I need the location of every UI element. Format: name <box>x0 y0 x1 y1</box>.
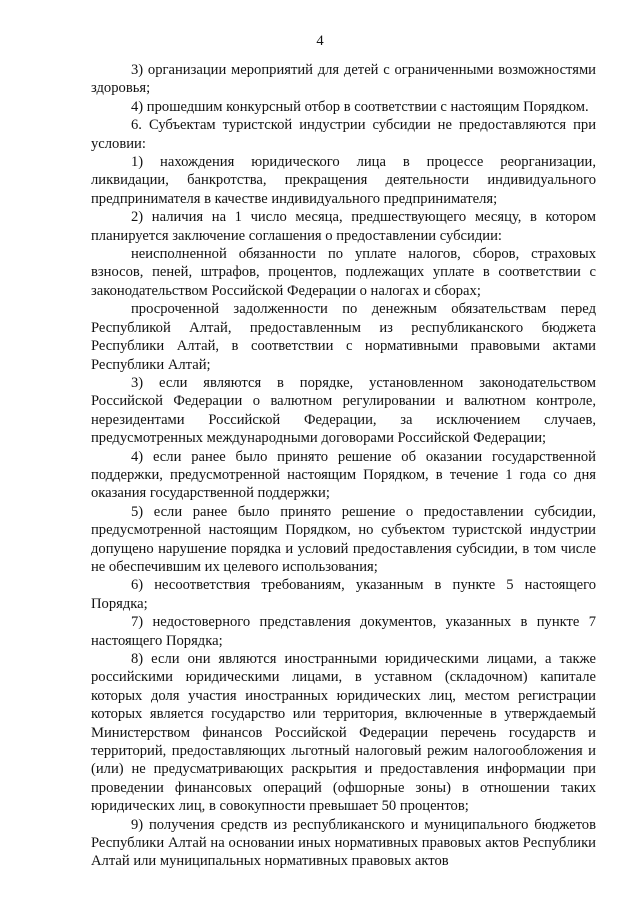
paragraph-unpaid-taxes: неисполненной обязанности по уплате налогов, сборов, страховых взносов, пеней, штрафов, процентов, подлежащих уплате в соответствии с законодательством Российской Федерации о налогах и сборах; <box>91 246 596 299</box>
paragraph-condition-5: 5) если ранее было принято решение о предоставлении субсидии, предусмотренной настоящим Порядком, но субъектом туристской индустрии допущено нарушение порядка и условий предоставления субсидии, в том числе не обеспечившим их целевого использования; <box>91 503 596 575</box>
paragraph-clause-6: 6. Субъектам туристской индустрии субсидии не предоставляются при условии: <box>91 117 596 152</box>
paragraph-condition-1: 1) нахождения юридического лица в процессе реорганизации, ликвидации, банкротства, прекращения деятельности индивидуального предпринимателя в качестве индивидуального предпринимателя; <box>91 154 596 207</box>
paragraph-condition-6: 6) несоответствия требованиям, указанным в пункте 5 настоящего Порядка; <box>91 577 596 612</box>
paragraph-condition-7: 7) недостоверного представления документов, указанных в пункте 7 настоящего Порядка; <box>91 614 596 649</box>
paragraph-condition-9: 9) получения средств из республиканского и муниципального бюджетов Республики Алтай на основании иных нормативных правовых актов Республики Алтай или муниципальных нормативных правовых актов <box>91 816 596 870</box>
paragraph-item-3: 3) организации мероприятий для детей с ограниченными возможностями здоровья; <box>91 62 596 97</box>
paragraph-overdue-debt: просроченной задолженности по денежным обязательствам перед Республикой Алтай, предоставленным из республиканского бюджета Республики Алтай, в соответствии с нормативными правовыми актами Республики Алтай; <box>91 301 596 373</box>
paragraph-item-4: 4) прошедшим конкурсный отбор в соответствии с настоящим Порядком. <box>131 98 589 115</box>
paragraph-condition-2: 2) наличия на 1 число месяца, предшествующего месяцу, в котором планируется заключение соглашения о предоставлении субсидии: <box>91 209 596 244</box>
paragraph-condition-3: 3) если являются в порядке, установленном законодательством Российской Федерации о валютном регулировании и валютном контроле, нерезидентами Российской Федерации, за исключением случаев, предусмотренных международными договорами Российской Федерации; <box>91 374 596 447</box>
paragraph-condition-4: 4) если ранее было принято решение об оказании государственной поддержки, предусмотренной настоящим Порядком, в течение 1 года со дня оказания государственной поддержки; <box>91 448 596 502</box>
paragraph-condition-8: 8) если они являются иностранными юридическими лицами, а также российскими юридическими лицами, в уставном (складочном) капитале которых доля участия иностранных юридических лиц, местом регистрации которых является государство или территория, включенные в утверждаемый Министерством финансов Российской Федерации перечень государств и территорий, предоставляющих льготный налоговый режим налогообложения и (или) не предусматривающих раскрытия и предоставления информации при проведении финансовых операций (офшорные зоны) в отношении таких юридических лиц, в совокупности превышает 50 процентов; <box>91 651 596 815</box>
page-number: 4 <box>316 33 324 49</box>
document-body <box>91 61 596 871</box>
